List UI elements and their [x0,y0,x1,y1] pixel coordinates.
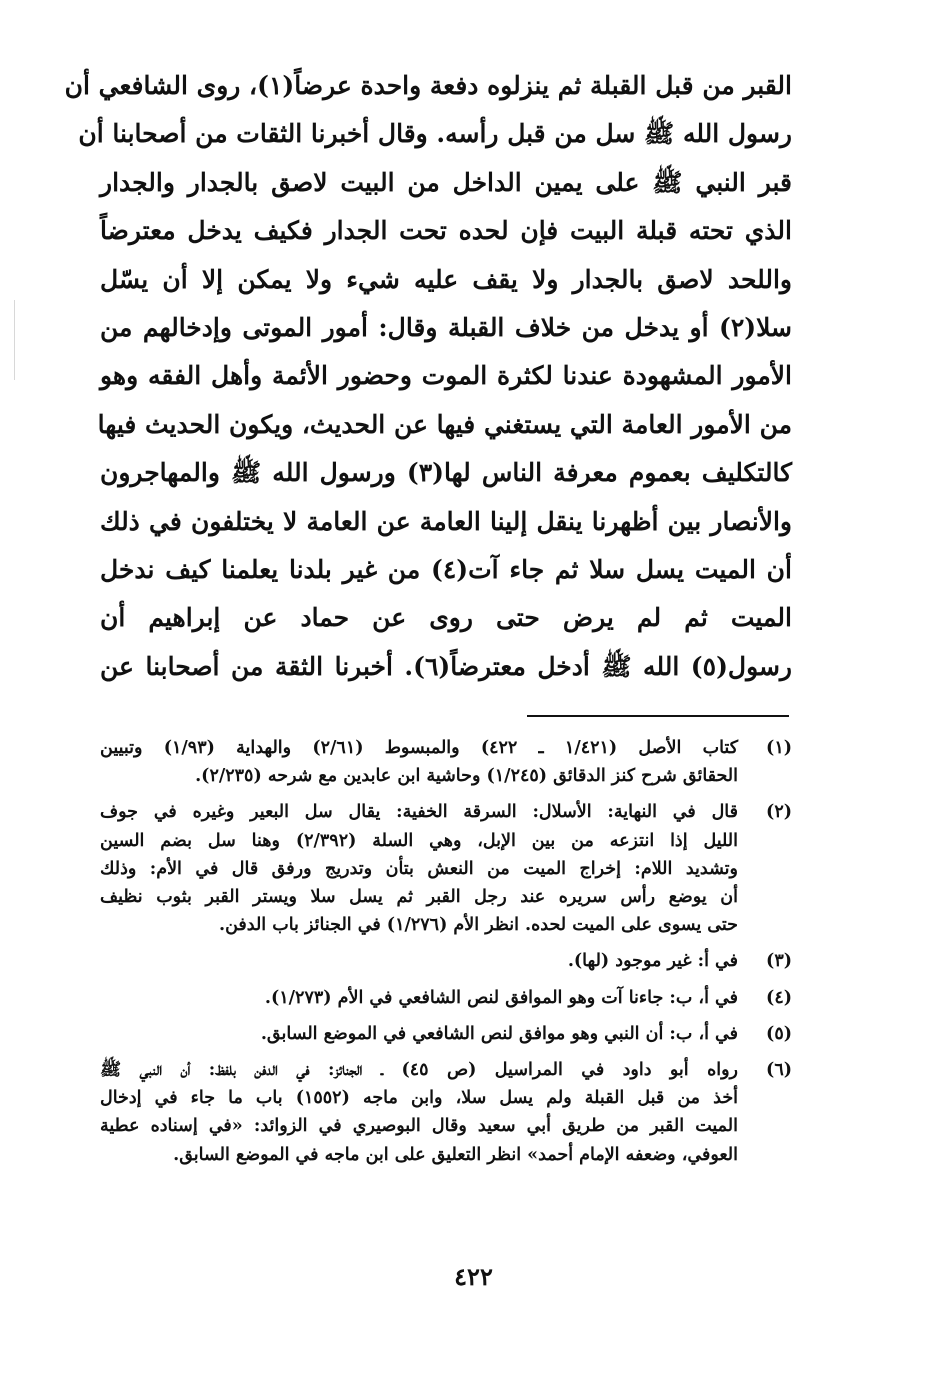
footnote-line: أن يوضع رأس سريره عند رجل القبر ثم يسل سلا ويستر القبر بثوب نظيف [100,887,738,908]
footnote-line: الحقائق شرح كنز الدقائق (١/٢٤٥) وحاشية ابن عابدين مع شرحه (٢/٢٣٥). [195,766,738,787]
footnote-line: كتاب الأصل (١/٤٢١ ـ ٤٢٢) والمبسوط (٢/٦١) والهداية (١/٩٣) وتبيين [100,738,739,758]
footnote-line: في أ، ب: جاءنا آت وهو الموافق لنص الشافعي في الأم (١/٢٧٣). [264,987,738,1008]
footnote-number: (٣) [766,951,792,972]
footnote-2 [100,798,792,939]
main-text-line: الأمور المشهودة عندنا لكثرة الموت وحضور الأئمة وأهل الفقه وهو [100,361,792,391]
main-text-line: رسول الله ﷺ سل من قبل رأسه. وقال أخبرنا الثقات من أصحابنا أن [78,119,792,149]
footnote-number: (١) [766,738,792,758]
footnotes [100,734,792,1177]
footnote-6 [100,1056,792,1169]
main-text-line: رسول(٥) الله ﷺ أدخل معترضاً(٦). أخبرنا الثقة من أصحابنا عن [100,651,793,681]
footnote-separator [527,715,789,717]
footnote-1 [100,734,792,790]
main-text-line: قبر النبي ﷺ على يمين الداخل من البيت لاصق بالجدار والجدار [100,167,793,197]
main-text-line: كالتكليف بعموم معرفة الناس لها(٣) ورسول الله ﷺ والمهاجرون [100,458,792,488]
footnote-line: وتشديد اللام: إخراج الميت من النعش بتأن وتدريج ورفق قال في الأم: وذلك [100,858,738,879]
footnote-number: (٢) [766,802,792,823]
footnote-line: الليل إذا انتزعه من بين الإبل، وهي السلة (٢/٣٩٢) وهنا سل بضم السين [100,830,738,851]
main-text-line: سلا(٢) أو يدخل من خلاف القبلة وقال: أمور الموتى وإدخالهم من [100,312,792,342]
footnote-line: أخذ من قبل القبلة ولم يسل سلا، وابن ماجه (١٥٥٢) باب ما جاء في إدخال [100,1088,738,1109]
footnote-number: (٦) [766,1060,792,1081]
footnote-number: (٥) [766,1023,792,1044]
footnote-line: العوفي، وضعفه الإمام أحمد» انظر التعليق على ابن ماجه في الموضع السابق. [173,1144,738,1165]
footnote-5 [100,1020,792,1048]
scan-margin-mark [14,300,15,380]
footnote-line: قال في النهاية: الأسلال: السرقة الخفية: يقال سل البعير وغيره في جوف [100,802,738,823]
main-text-line: القبر من قبل القبلة ثم ينزلوه دفعة واحدة عرضاً(١)، روى الشافعي أن [64,71,792,100]
footnote-line: في أ: غير موجود (لها). [567,951,738,972]
main-text [64,62,793,691]
footnote-line: حتى يسوى على الميت لحده. انظر الأم (١/٢٧٦) في الجنائز باب الدفن. [218,915,738,936]
main-text-line: الذي تحته قبلة البيت فإن لحده تحت الجدار فكيف يدخل معترضاً [100,216,792,246]
main-text-line: أن الميت يسل سلا ثم جاء آت(٤) من غير بلدنا يعلمنا كيف ندخل [100,554,792,584]
footnote-line: الميت القبر من طريق أبي سعيد وقال البوصيري في الزوائد: «في إسناده عطية [100,1116,738,1137]
main-text-line: الميت ثم لم يرض حتى روى عن حماد عن إبراهيم أن [100,603,792,633]
main-text-line: من الأمور العامة التي يستغني فيها عن الحديث، ويكون الحديث فيها [97,409,792,439]
footnote-line: في أ، ب: أن النبي وهو موافق لنص الشافعي في الموضع السابق. [260,1023,738,1044]
main-text-line: والأنصار بين أظهرنا ينقل إلينا العامة عن العامة لا يختلفون في ذلك [100,506,792,536]
footnote-4 [100,984,792,1012]
footnote-3 [100,947,792,975]
main-text-line: واللحد لاصق بالجدار ولا يقف عليه شيء ولا يمكن إلا أن يسّل [100,264,792,294]
footnote-number: (٤) [766,987,792,1008]
page-number: ٤٢٢ [454,1262,493,1291]
footnote-line: رواه أبو داود في المراسيل (ص ٤٥) ـ الجنائز: في الدفن بلفظ: أن النبي ﷺ [100,1060,739,1081]
